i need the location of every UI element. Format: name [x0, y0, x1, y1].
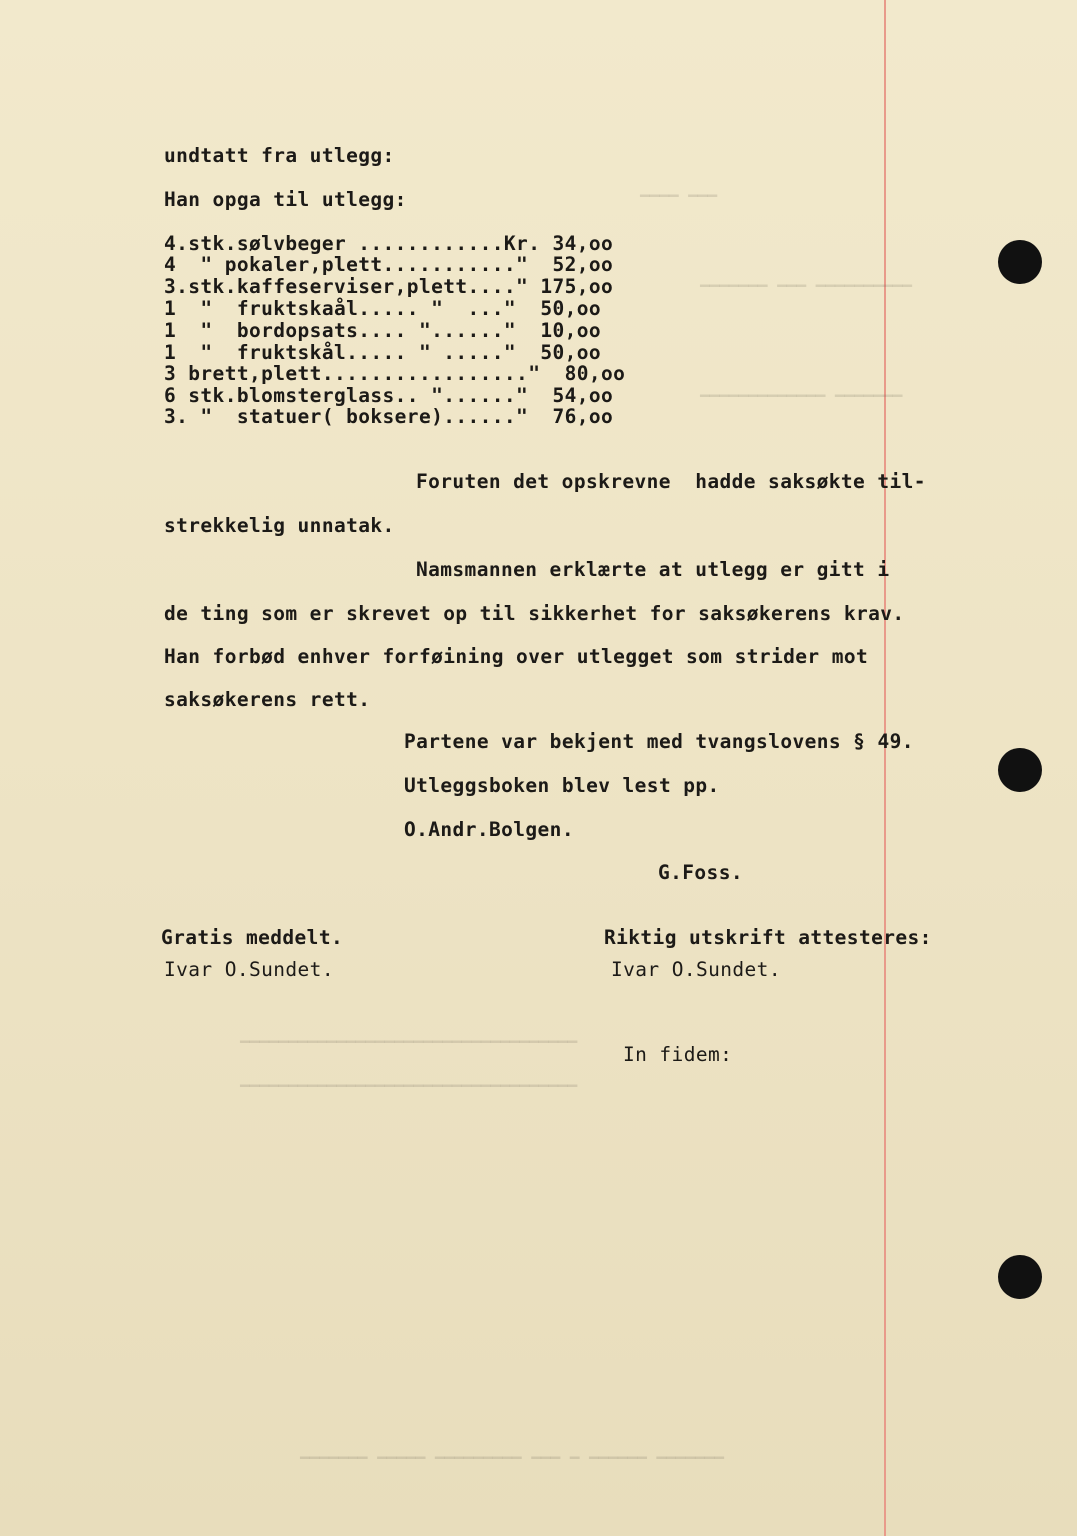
footer-left-name: Ivar O.Sundet.: [164, 958, 334, 981]
footer-right-title: Riktig utskrift attesteres:: [604, 926, 932, 949]
footer-left-title: Gratis meddelt.: [161, 926, 344, 949]
item-line: 1 " bordopsats.... "......" 10,oo: [164, 319, 602, 342]
footer-right-name: Ivar O.Sundet.: [611, 958, 781, 981]
heading-exempt: undtatt fra utlegg:: [164, 144, 395, 167]
margin-rule: [884, 0, 886, 1536]
narrative-line: de ting som er skrevet op til sikkerhet for saksøkerens krav.: [164, 602, 905, 625]
item-line: 1 " fruktskaål..... " ..." 50,oo: [164, 297, 602, 320]
narrative-line: Foruten det opskrevne hadde saksøkte til-: [416, 470, 926, 493]
item-line: 1 " fruktskål..... " ....." 50,oo: [164, 341, 602, 364]
bleed-through: ▁▁▁▁▁▁▁▁▁▁▁▁▁▁▁▁▁▁▁▁▁▁▁▁▁▁▁▁▁▁▁▁▁▁▁: [240, 1024, 578, 1043]
in-fidem: In fidem:: [623, 1043, 733, 1066]
heading-items: Han opga til utlegg:: [164, 188, 407, 211]
bleed-through: ▁▁▁▁▁▁▁▁▁▁▁▁▁ ▁▁▁▁▁▁▁: [700, 378, 903, 397]
narrative-line: Partene var bekjent med tvangslovens § 49.: [404, 730, 914, 753]
bleed-through: ▁▁▁▁▁▁▁▁▁▁▁▁▁▁▁▁▁▁▁▁▁▁▁▁▁▁▁▁▁▁▁▁▁▁▁: [240, 1068, 578, 1087]
item-line: 3. " statuer( boksere)......" 76,oo: [164, 405, 614, 428]
narrative-line: Utleggsboken blev lest pp.: [404, 774, 720, 797]
bleed-through: ▁▁▁▁▁▁▁ ▁▁▁▁▁ ▁▁▁▁▁▁▁▁▁ ▁▁▁ ▁ ▁▁▁▁▁▁ ▁▁▁▁▁▁▁: [300, 1440, 724, 1459]
narrative-line: strekkelig unnatak.: [164, 514, 395, 537]
item-line: 6 stk.blomsterglass.. "......" 54,oo: [164, 384, 614, 407]
signature-line: G.Foss.: [658, 861, 743, 884]
item-line: 3.stk.kaffeserviser,plett...." 175,oo: [164, 275, 614, 298]
punch-hole: [998, 748, 1042, 792]
narrative-line: Han forbød enhver forføining over utlegget som strider mot: [164, 645, 869, 668]
item-line: 4.stk.sølvbeger ............Kr. 34,oo: [164, 232, 614, 255]
bleed-through: ▁▁▁▁▁▁▁ ▁▁▁ ▁▁▁▁▁▁▁▁▁▁: [700, 268, 912, 287]
item-line: 4 " pokaler,plett..........." 52,oo: [164, 253, 614, 276]
signature-line: O.Andr.Bolgen.: [404, 818, 574, 841]
narrative-line: Namsmannen erklærte at utlegg er gitt i: [416, 558, 890, 581]
punch-hole: [998, 240, 1042, 284]
item-line: 3 brett,plett................." 80,oo: [164, 362, 626, 385]
bleed-through: ▁▁▁▁ ▁▁▁: [640, 178, 718, 197]
narrative-line: saksøkerens rett.: [164, 688, 371, 711]
punch-hole: [998, 1255, 1042, 1299]
